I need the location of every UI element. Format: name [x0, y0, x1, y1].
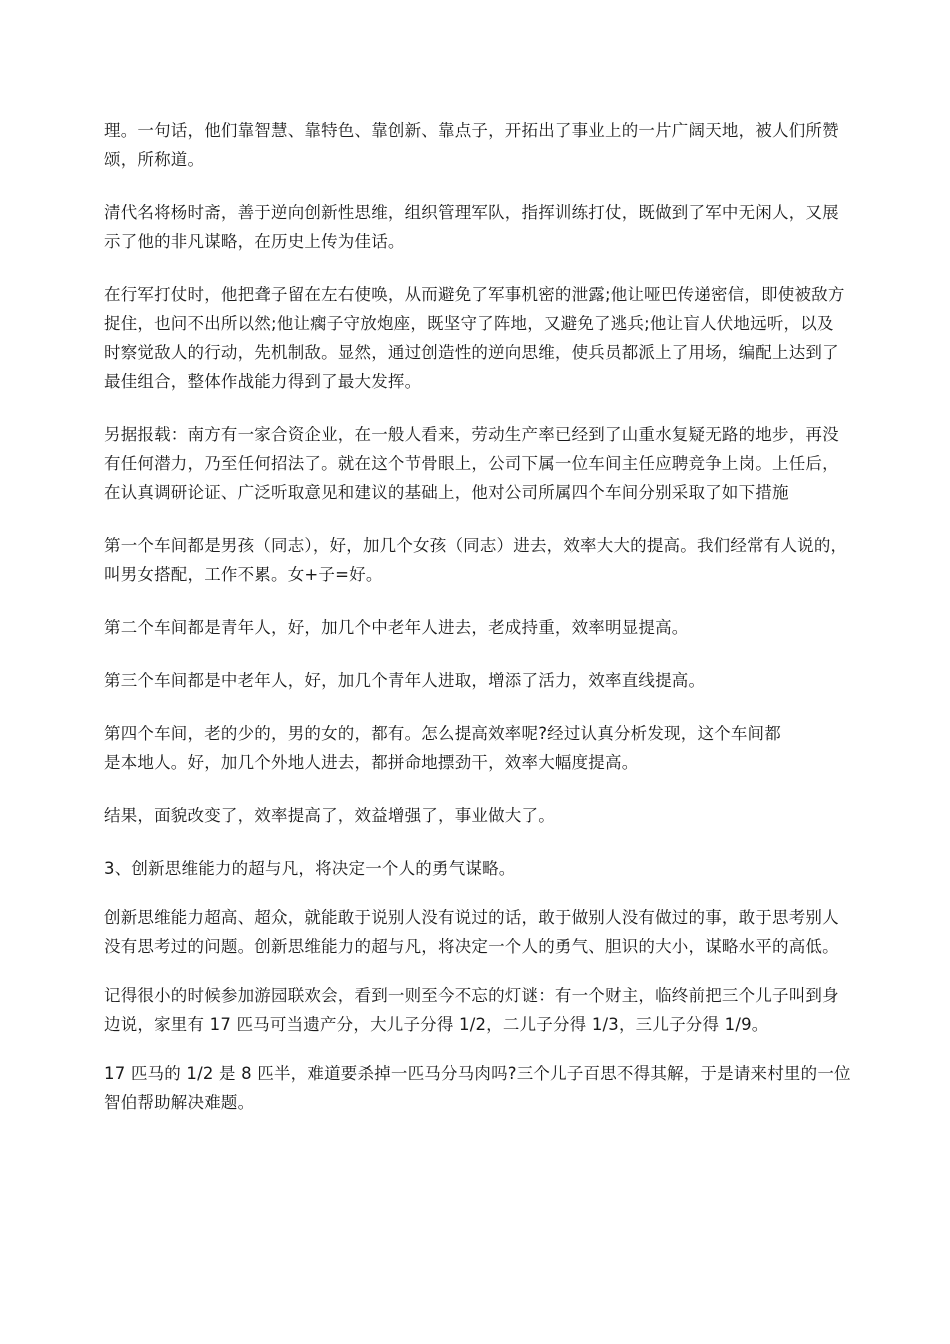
text-line: 智伯帮助解决难题。: [104, 1093, 255, 1112]
text-line: 在认真调研论证、广泛听取意见和建议的基础上，他对公司所属四个车间分别采取了如下措施: [104, 483, 789, 502]
text-line: 结果，面貌改变了，效率提高了，效益增强了，事业做大了。: [104, 806, 555, 825]
text-line: 第四个车间，老的少的，男的女的，都有。怎么提高效率呢?经过认真分析发现，这个车间都: [104, 724, 781, 743]
paragraph-7: [104, 666, 852, 695]
text-line: 示了他的非凡谋略，在历史上传为佳话。: [104, 232, 405, 251]
text-line: 记得很小的时候参加游园联欢会，看到一则至今不忘的灯谜：有一个财主，临终前把三个儿子叫到身: [104, 986, 839, 1005]
paragraph-13: [104, 1059, 852, 1117]
document-body: [104, 116, 852, 1117]
text-line: 边说，家里有 17 匹马可当遗产分，大儿子分得 1/2，二儿子分得 1/3，三儿子分得 1/9。: [104, 1015, 769, 1034]
paragraph-9: [104, 801, 852, 830]
paragraph-4: [104, 420, 852, 507]
paragraph-8: [104, 719, 852, 777]
text-line: 创新思维能力超高、超众，就能敢于说别人没有说过的话，敢于做别人没有做过的事，敢于思考别人: [104, 908, 839, 927]
text-line: 颂，所称道。: [104, 150, 205, 169]
text-line: 是本地人。好，加几个外地人进去，都拼命地摽劲干，效率大幅度提高。: [104, 753, 639, 772]
paragraph-2: [104, 198, 852, 256]
text-line: 最佳组合，整体作战能力得到了最大发挥。: [104, 372, 422, 391]
paragraph-12: [104, 981, 852, 1039]
text-line: 清代名将杨时斋，善于逆向创新性思维，组织管理军队，指挥训练打仗，既做到了军中无闲人，又展: [104, 203, 839, 222]
text-line: 3、创新思维能力的超与凡，将决定一个人的勇气谋略。: [104, 859, 516, 878]
text-line: 第二个车间都是青年人，好，加几个中老年人进去，老成持重，效率明显提高。: [104, 618, 689, 637]
paragraph-1: [104, 116, 852, 174]
text-line: 理。一句话，他们靠智慧、靠特色、靠创新、靠点子，开拓出了事业上的一片广阔天地，被人们所赞: [104, 121, 839, 140]
text-line: 叫男女搭配，工作不累。女+子=好。: [104, 565, 383, 584]
paragraph-5: [104, 531, 852, 589]
text-line: 没有思考过的问题。创新思维能力的超与凡，将决定一个人的勇气、胆识的大小，谋略水平的高低。: [104, 937, 839, 956]
paragraph-3: [104, 280, 852, 396]
text-line: 第一个车间都是男孩（同志），好，加几个女孩（同志）进去，效率大大的提高。我们经常有人说的，: [104, 536, 848, 555]
text-line: 时察觉敌人的行动，先机制敌。显然，通过创造性的逆向思维，使兵员都派上了用场，编配上达到了: [104, 343, 839, 362]
text-line: 17 匹马的 1/2 是 8 匹半，难道要杀掉一匹马分马肉吗?三个儿子百思不得其解，于是请来村里的一位: [104, 1064, 851, 1083]
text-line: 第三个车间都是中老年人，好，加几个青年人进取，增添了活力，效率直线提高。: [104, 671, 706, 690]
section-heading: [104, 854, 852, 883]
text-line: 另据报载：南方有一家合资企业，在一般人看来，劳动生产率已经到了山重水复疑无路的地步，再没: [104, 425, 839, 444]
paragraph-6: [104, 613, 852, 642]
text-line: 捉住，也问不出所以然;他让瘸子守放炮座，既坚守了阵地，又避免了逃兵;他让盲人伏地远听，以及: [104, 314, 834, 333]
paragraph-11: [104, 903, 852, 961]
text-line: 在行军打仗时，他把聋子留在左右使唤，从而避免了军事机密的泄露;他让哑巴传递密信，即使被敌方: [104, 285, 845, 304]
text-line: 有任何潜力，乃至任何招法了。就在这个节骨眼上，公司下属一位车间主任应聘竞争上岗。上任后，: [104, 454, 839, 473]
